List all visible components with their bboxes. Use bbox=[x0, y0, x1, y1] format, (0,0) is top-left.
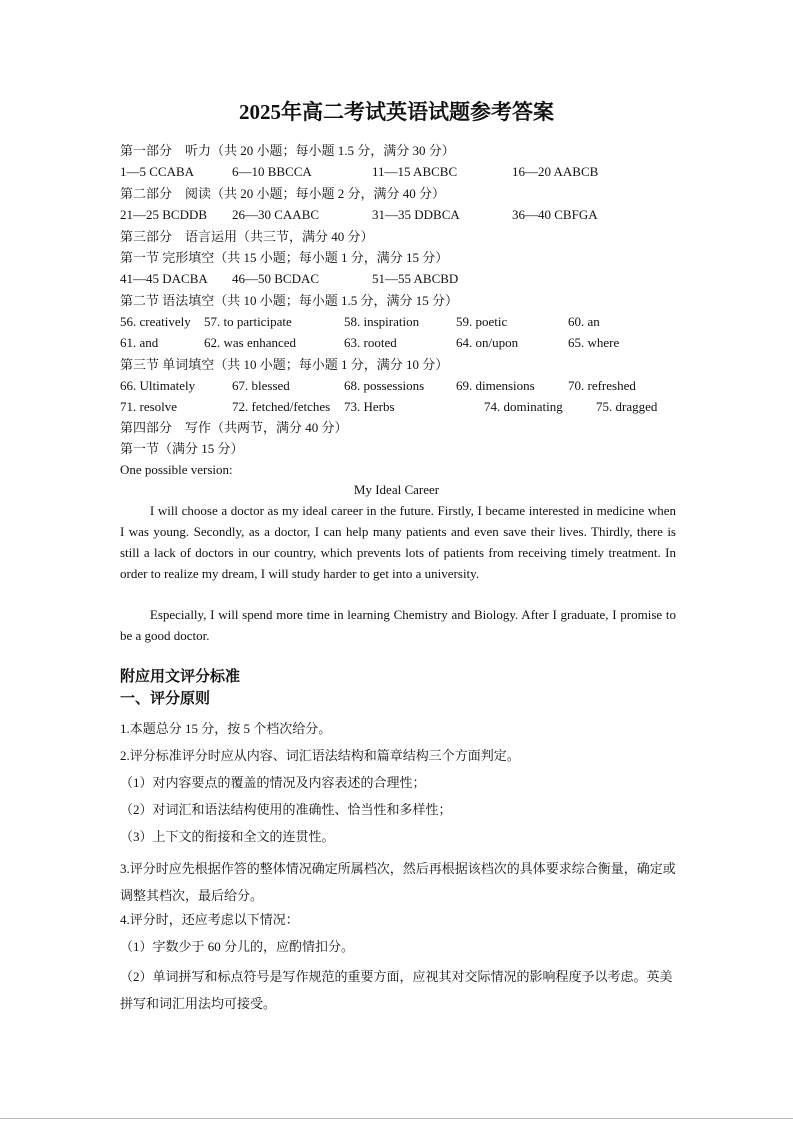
answer-item: 63. rooted bbox=[344, 335, 397, 350]
part3-heading: 第三部分 语言运用（共三节，满分 40 分） bbox=[120, 229, 374, 244]
essay-title: My Ideal Career bbox=[353, 482, 440, 497]
page-bottom-divider bbox=[0, 1118, 793, 1119]
answer-item: 56. creatively bbox=[120, 314, 191, 329]
answer-item: 65. where bbox=[568, 335, 620, 350]
criteria-item: （1）对内容要点的覆盖的情况及内容表述的合理性； bbox=[120, 775, 426, 790]
answer-item: 71. resolve bbox=[120, 399, 178, 414]
criteria-item: （2）对词汇和语法结构使用的准确性、恰当性和多样性； bbox=[120, 802, 452, 817]
essay-paragraph: Especially, I will spend more time in learning Chemistry and Biology. After I graduate, I promise to be a good doctor. bbox=[120, 607, 676, 643]
answer-group: 6—10 BBCCA bbox=[232, 164, 312, 179]
grammar-answer-row bbox=[120, 334, 680, 352]
answer-item: 74. dominating bbox=[484, 399, 563, 414]
part1-answer-row bbox=[120, 163, 680, 181]
answer-group: 16—20 AABCB bbox=[512, 164, 599, 179]
answer-item: 58. inspiration bbox=[344, 314, 420, 329]
essay-paragraph: I will choose a doctor as my ideal career in the future. Firstly, I became interested in medicine when I was young. Secondly, as a doctor, I can help many patients and even save their lives. Thirdly, there is still a lack of doctors in our country, which prevents lots of patients from receiving timely treatment. In order to realize my dream, I will study harder to get into a university. bbox=[120, 503, 676, 581]
part2-heading: 第二部分 阅读（共 20 小题；每小题 2 分，满分 40 分） bbox=[120, 186, 446, 201]
answer-item: 70. refreshed bbox=[568, 378, 636, 393]
answer-group: 46—50 BCDAC bbox=[232, 271, 320, 286]
answer-group: 41—45 DACBA bbox=[120, 271, 208, 286]
criteria-subheading: 一、评分原则 bbox=[120, 691, 211, 707]
criteria-item: （1）字数少于 60 分儿的，应酌情扣分。 bbox=[120, 939, 355, 954]
part1-heading: 第一部分 听力（共 20 小题；每小题 1.5 分，满分 30 分） bbox=[120, 143, 455, 158]
answer-group: 51—55 ABCBD bbox=[372, 271, 459, 286]
criteria-heading: 附应用文评分标准 bbox=[120, 669, 241, 685]
criteria-item: 2.评分标准评分时应从内容、词汇语法结构和篇章结构三个方面判定。 bbox=[120, 748, 520, 763]
answer-item: 73. Herbs bbox=[344, 399, 395, 414]
answer-item: 61. and bbox=[120, 335, 159, 350]
answer-group: 21—25 BCDDB bbox=[120, 207, 208, 222]
criteria-item: （3）上下文的衔接和全文的连贯性。 bbox=[120, 829, 335, 844]
criteria-item: 1.本题总分 15 分，按 5 个档次给分。 bbox=[120, 721, 332, 736]
answer-item: 67. blessed bbox=[232, 378, 290, 393]
answer-item: 57. to participate bbox=[204, 314, 292, 329]
part2-answer-row bbox=[120, 206, 680, 224]
version-label: One possible version: bbox=[120, 462, 233, 477]
criteria-item: 3.评分时应先根据作答的整体情况确定所属档次，然后再根据该档次的具体要求综合衡量，确定或调整其档次，最后给分。 bbox=[120, 861, 676, 903]
vocab-answer-row bbox=[120, 398, 680, 416]
answer-group: 11—15 ABCBC bbox=[372, 164, 458, 179]
answer-group: 31—35 DDBCA bbox=[372, 207, 460, 222]
answer-item: 66. Ultimately bbox=[120, 378, 196, 393]
page-title: 2025年高二考试英语试题参考答案 bbox=[239, 100, 554, 124]
answer-group: 1—5 CCABA bbox=[120, 164, 195, 179]
part4-section1-heading: 第一节（满分 15 分） bbox=[120, 441, 244, 456]
criteria-item: （2）单词拼写和标点符号是写作规范的重要方面，应视其对交际情况的影响程度予以考虑。英美拼写和词汇用法均可接受。 bbox=[120, 969, 673, 1011]
part3-section1-heading: 第一节 完形填空（共 15 小题；每小题 1 分，满分 15 分） bbox=[120, 250, 449, 265]
answer-item: 72. fetched/fetches bbox=[232, 399, 331, 414]
answer-item: 69. dimensions bbox=[456, 378, 535, 393]
part3-section3-heading: 第三节 单词填空（共 10 小题；每小题 1 分，满分 10 分） bbox=[120, 357, 449, 372]
criteria-item: 4.评分时，还应考虑以下情况： bbox=[120, 912, 299, 927]
answer-item: 64. on/upon bbox=[456, 335, 519, 350]
part3-section2-heading: 第二节 语法填空（共 10 小题；每小题 1.5 分，满分 15 分） bbox=[120, 293, 459, 308]
vocab-answer-row bbox=[120, 377, 680, 395]
part4-heading: 第四部分 写作（共两节，满分 40 分） bbox=[120, 420, 348, 435]
answer-group: 26—30 CAABC bbox=[232, 207, 320, 222]
answer-item: 59. poetic bbox=[456, 314, 508, 329]
answer-item: 75. dragged bbox=[596, 399, 658, 414]
answer-item: 68. possessions bbox=[344, 378, 425, 393]
answer-item: 60. an bbox=[568, 314, 600, 329]
part3-section1-answer-row bbox=[120, 270, 680, 288]
answer-item: 62. was enhanced bbox=[204, 335, 297, 350]
grammar-answer-row bbox=[120, 313, 680, 331]
answer-group: 36—40 CBFGA bbox=[512, 207, 598, 222]
